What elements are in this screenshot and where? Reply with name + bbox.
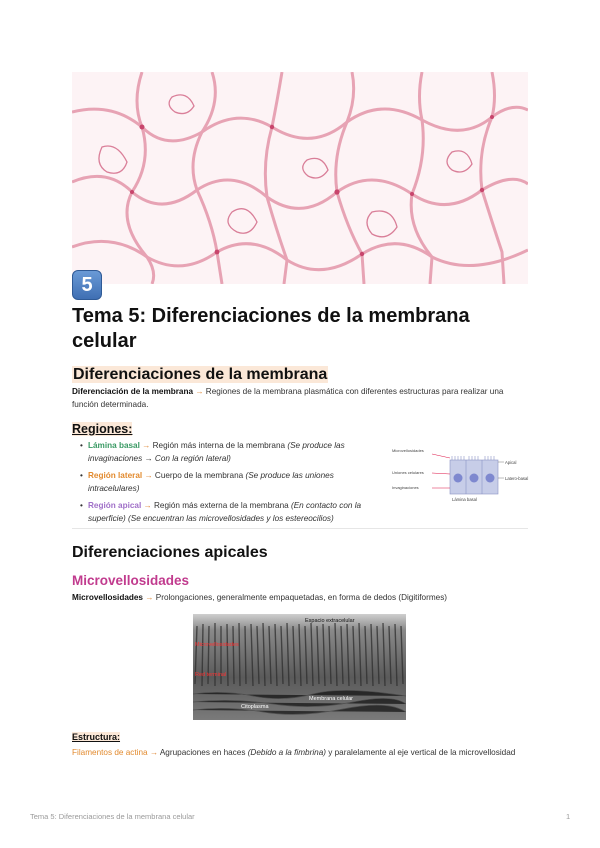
- arrow-icon: →: [143, 501, 152, 510]
- page-number: 1: [566, 812, 571, 821]
- diagram-label-microvilli: Microvellosidades: [392, 448, 424, 453]
- microvilli-definition: Prolongaciones, generalmente empaquetadas, en forma de dedos (Digitiformes): [155, 593, 448, 602]
- item-note: (En contacto con la superficie) (Se encuentran las microvellosidades y los estereocilios): [88, 501, 362, 523]
- estructura-heading: Estructura:: [72, 732, 121, 742]
- diagram-label-apical: Apical: [505, 460, 517, 465]
- term-lamina-basal: Lámina basal: [88, 441, 140, 450]
- diagram-label-invaginations: Invaginaciones: [392, 485, 419, 490]
- cell-regions-diagram: [392, 446, 532, 502]
- page-title: Tema 5: Diferenciaciones de la membrana celular: [72, 305, 470, 352]
- micrograph-label-top: Espacio extracelular: [305, 618, 355, 624]
- term-region-lateral: Región lateral: [88, 471, 143, 480]
- definition-term: Diferenciación de la membrana: [72, 387, 194, 396]
- microvilli-micrograph: [193, 614, 406, 720]
- estructura-note: (Debido a la fimbrina): [247, 748, 326, 757]
- list-item: [80, 500, 370, 525]
- list-item: [80, 440, 370, 465]
- definition-text: Regiones de la membrana plasmática con diferentes estructuras para realizar una función determinada.: [72, 387, 504, 409]
- section-heading-apicales: Diferenciaciones apicales: [72, 544, 268, 561]
- term-region-apical: Región apical: [88, 501, 142, 510]
- section-heading-membrana: Diferenciaciones de la membrana: [73, 366, 328, 383]
- diagram-label-lamina: Lámina basal: [452, 497, 477, 502]
- arrow-icon: →: [142, 441, 151, 450]
- arrow-icon: →: [144, 471, 153, 480]
- item-text: Región más externa de la membrana: [153, 501, 291, 510]
- estructura-text-2: y paralelamente al eje vertical de la microvellosidad: [325, 748, 516, 757]
- diagram-label-lateral: Latero-basal: [505, 476, 529, 481]
- regiones-heading: Regiones:: [72, 422, 133, 436]
- item-note: (Se produce las uniones intracelulares): [88, 471, 334, 493]
- microvilli-term: Microvellosidades: [72, 593, 143, 602]
- arrow-icon: →: [149, 748, 159, 757]
- microvilli-paragraph: [72, 592, 532, 605]
- micrograph-label-cytoplasm: Citoplasma: [241, 704, 269, 710]
- cover-image: [72, 72, 528, 284]
- micrograph-label-microvilli: Microvellosidades: [195, 642, 239, 648]
- item-text: Región más interna de la membrana: [152, 441, 288, 450]
- list-item: [80, 470, 370, 495]
- item-note: (Se produce las invaginaciones → Con la región lateral): [88, 441, 345, 463]
- chapter-number-badge: 5: [72, 270, 102, 300]
- section-divider: [72, 528, 528, 529]
- arrow-icon: →: [145, 593, 154, 602]
- subheading-microvellosidades: Microvellosidades: [72, 573, 190, 588]
- term-filamentos-actina: Filamentos de actina: [72, 748, 148, 757]
- regiones-list: [80, 440, 370, 530]
- micrograph-label-membrane: Membrana celular: [309, 696, 354, 702]
- item-text: Cuerpo de la membrana: [154, 471, 246, 480]
- estructura-text-1: Agrupaciones en haces: [159, 748, 248, 757]
- micrograph-label-terminal-web: Red terminal: [195, 672, 227, 678]
- estructura-paragraph: [72, 747, 532, 760]
- definition-paragraph: [72, 386, 532, 411]
- arrow-icon: →: [195, 387, 204, 396]
- diagram-label-junctions: Uniones celulares: [392, 470, 424, 475]
- footer-title: Tema 5: Diferenciaciones de la membrana celular: [30, 812, 195, 821]
